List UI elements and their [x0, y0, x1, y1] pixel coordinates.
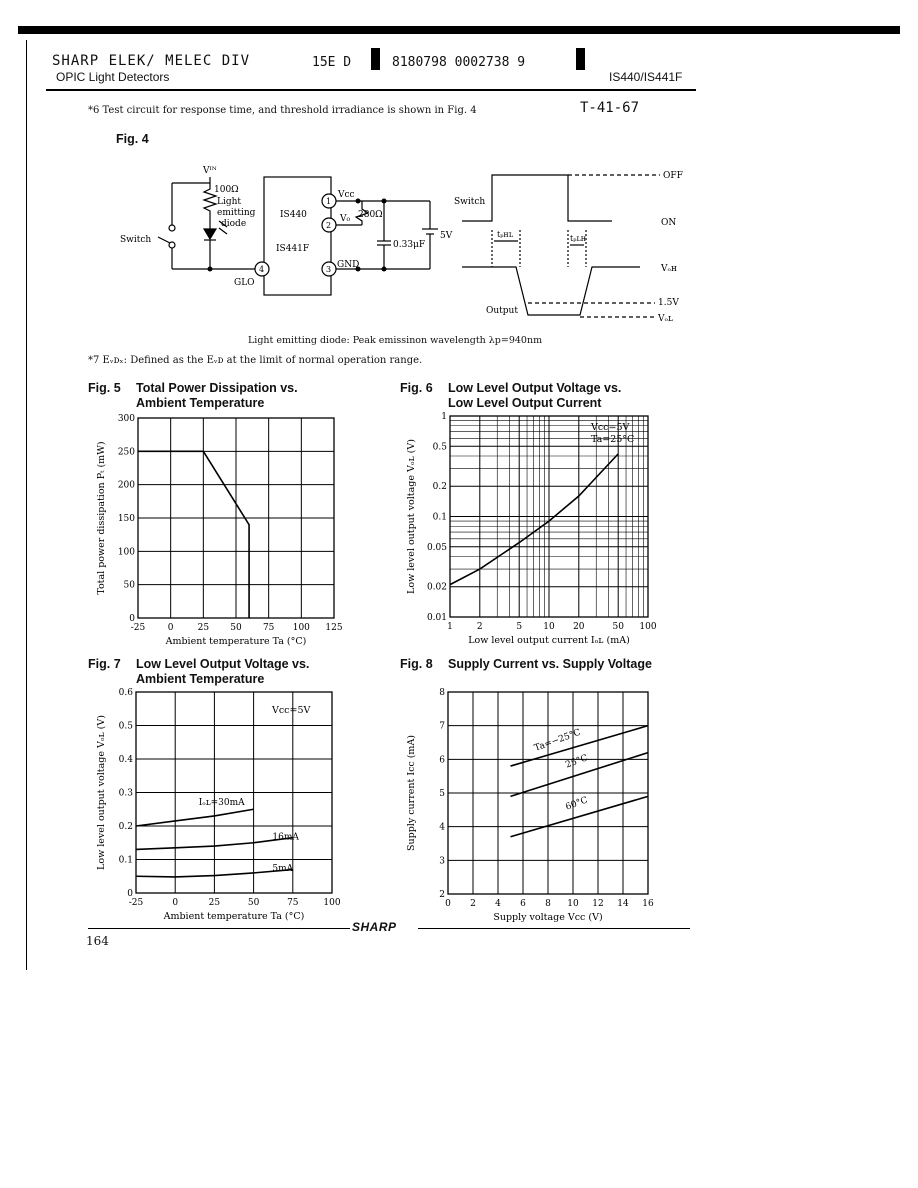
x-tick-label: 100	[323, 898, 341, 908]
fig7-title-2: Ambient Temperature	[136, 672, 265, 686]
x-tick-label: 12	[592, 899, 604, 909]
vo-label: V₀	[340, 214, 351, 224]
y-tick-label: 8	[439, 688, 445, 698]
annotation-label: Vcc=5V	[272, 705, 311, 716]
vin-label: Vᴵᴺ	[203, 166, 217, 176]
x-tick-label: 75	[262, 623, 275, 633]
x-axis-label: Supply voltage Vcc (V)	[493, 912, 603, 923]
y-tick-label: 0	[127, 889, 133, 899]
fig6-title-2: Low Level Output Current	[448, 396, 602, 410]
block-mark-2	[576, 48, 585, 70]
switch-label: Switch	[120, 235, 152, 245]
fig5-title-2: Ambient Temperature	[136, 396, 265, 410]
x-tick-label: 0	[445, 899, 451, 909]
pin-4: 4	[259, 265, 265, 274]
x-tick-label: 5	[516, 622, 523, 632]
series-line-0	[138, 451, 249, 618]
fig8-title: Supply Current vs. Supply Voltage	[448, 657, 652, 671]
x-tick-label: 0	[172, 898, 179, 908]
x-tick-label: 25	[197, 623, 210, 633]
fig5-chart	[90, 412, 350, 652]
handwritten-code: T-41-67	[580, 100, 640, 116]
fig6-chart	[400, 408, 670, 652]
y-tick-label: 50	[123, 580, 135, 591]
series-label: 60°C	[564, 795, 590, 813]
header-rule	[46, 89, 696, 91]
series-label: 5mA	[272, 863, 294, 874]
x-tick-label: 4	[495, 899, 501, 909]
glo-label: GLO	[234, 278, 255, 288]
y-tick-label: 0.01	[426, 613, 447, 623]
x-tick-label: 10	[543, 622, 555, 632]
y-tick-label: 3	[439, 856, 445, 867]
fig6-label: Fig. 6	[400, 381, 433, 395]
voh-label: Vₒʜ	[661, 264, 677, 274]
series-line-0	[136, 809, 254, 826]
x-axis-label: Ambient temperature Ta (°C)	[163, 911, 305, 922]
y-tick-label: 7	[439, 721, 445, 732]
y-tick-label: 0.4	[118, 755, 133, 765]
fig7-title-1: Low Level Output Voltage vs.	[136, 657, 310, 671]
code-15ed: 15E D	[312, 55, 352, 70]
x-tick-label: 125	[325, 623, 343, 633]
off-label: OFF	[663, 171, 683, 181]
cap-label: 0.33μF	[393, 240, 426, 250]
x-tick-label: -25	[128, 898, 144, 908]
fig5-title-1: Total Power Dissipation vs.	[136, 381, 298, 395]
y-tick-label: 0.02	[426, 582, 447, 593]
y-tick-label: 0	[129, 614, 135, 624]
x-tick-label: 100	[639, 622, 657, 632]
vol-label: Vₒʟ	[658, 314, 673, 324]
y-tick-label: 1	[441, 412, 447, 422]
ic-label-1: IS440	[280, 210, 307, 220]
x-tick-label: 50	[247, 898, 260, 908]
led-note: Light emitting diode: Peak emissinon wavelength λp=940nm	[248, 335, 543, 346]
page-number: 164	[86, 934, 109, 948]
block-mark-1	[371, 48, 380, 70]
battery-label: 5V	[440, 231, 453, 241]
x-tick-label: 50	[612, 622, 624, 632]
fig4-diagram	[100, 155, 720, 335]
x-axis-label: Low level output current Iₒʟ (mA)	[468, 635, 630, 646]
left-margin-line	[26, 40, 27, 970]
y-tick-label: 0.2	[118, 822, 133, 832]
y-tick-label: 5	[439, 789, 445, 799]
note-6: *6 Test circuit for response time, and threshold irradiance is shown in Fig. 4	[88, 105, 477, 116]
x-tick-label: 2	[476, 622, 483, 632]
pin-2: 2	[326, 221, 332, 230]
led-label-2: emitting	[217, 208, 256, 218]
vcc-label: Vcc	[338, 190, 355, 200]
footer-brand: SHARP	[352, 920, 397, 934]
led-label-1: Light	[217, 197, 242, 207]
part-number: IS440/IS441F	[609, 70, 683, 84]
y-tick-label: 0.1	[118, 855, 133, 866]
fig5-label: Fig. 5	[88, 381, 121, 395]
fig4-label: Fig. 4	[116, 132, 149, 146]
gnd-label: GND	[337, 260, 360, 270]
tplh-label: tₚʟʜ	[570, 234, 587, 243]
timing-switch-label: Switch	[454, 197, 486, 207]
subtitle: OPIC Light Detectors	[56, 70, 170, 84]
y-axis-label: Low level output voltage Vₒʟ (V)	[406, 439, 417, 594]
y-tick-label: 0.5	[118, 721, 133, 732]
output-label: Output	[486, 306, 518, 316]
y-tick-label: 0.6	[118, 688, 133, 698]
x-tick-label: 6	[520, 899, 526, 909]
x-tick-label: 75	[287, 898, 299, 908]
y-tick-label: 4	[439, 822, 445, 833]
pin-3: 3	[326, 265, 332, 274]
y-tick-label: 100	[117, 547, 135, 558]
series-line-0	[450, 454, 618, 585]
y-tick-label: 0.1	[432, 512, 447, 523]
y-tick-label: 300	[117, 414, 135, 424]
annotation-label: Vcc=5V	[591, 422, 630, 433]
y-tick-label: 0.3	[118, 788, 133, 799]
fig6-title-1: Low Level Output Voltage vs.	[448, 381, 622, 395]
x-tick-label: 10	[567, 899, 579, 909]
x-tick-label: 14	[617, 899, 629, 909]
y-tick-label: 6	[439, 755, 445, 766]
x-tick-label: 25	[208, 898, 221, 908]
x-tick-label: 0	[167, 623, 174, 633]
y-axis-label: Supply current Icc (mA)	[406, 734, 417, 852]
pin-1: 1	[326, 197, 332, 206]
x-axis-label: Ambient temperature Ta (°C)	[165, 636, 307, 647]
r100-label: 100Ω	[214, 185, 239, 195]
y-tick-label: 2	[439, 890, 445, 900]
y-tick-label: 200	[117, 480, 135, 491]
annotation-label: Ta=25°C	[591, 434, 635, 445]
series-label: 16mA	[272, 832, 299, 843]
fig8-chart	[400, 686, 670, 924]
top-bar	[18, 26, 900, 34]
x-tick-label: -25	[130, 623, 146, 633]
series-label: Iₒʟ=30mA	[198, 798, 245, 809]
tphl-label: tₚʜʟ	[497, 230, 514, 239]
footer-rule-right	[418, 928, 690, 929]
fig8-label: Fig. 8	[400, 657, 433, 671]
on-label: ON	[661, 218, 677, 228]
fig7-chart	[90, 686, 350, 924]
footer-rule-left	[88, 928, 350, 929]
x-tick-label: 50	[230, 623, 242, 633]
x-tick-label: 16	[642, 899, 654, 909]
series-label: Ta=−25°C	[533, 727, 583, 754]
led-label-3: diode	[221, 219, 247, 229]
r280-label: 280Ω	[358, 210, 383, 220]
y-axis-label: Total power dissipation Pₜ (mW)	[96, 441, 107, 595]
ic-label-2: IS441F	[276, 244, 310, 254]
note-7: *7 Eᵥᴅₓ: Defined as the Eᵥᴅ at the limit of normal operation range.	[88, 355, 423, 366]
x-tick-label: 100	[292, 623, 310, 633]
y-axis-label: Low level output voltage Vₒʟ (V)	[96, 715, 107, 870]
y-tick-label: 0.5	[432, 442, 447, 453]
company-line: SHARP ELEK/ MELEC DIV	[52, 53, 251, 69]
y-tick-label: 250	[117, 447, 135, 458]
x-tick-label: 8	[545, 899, 551, 909]
v15-label: 1.5V	[658, 298, 679, 308]
x-tick-label: 2	[470, 899, 476, 909]
fig7-label: Fig. 7	[88, 657, 121, 671]
series-label: 25°C	[564, 753, 590, 771]
code-numbers: 8180798 0002738 9	[392, 55, 526, 70]
y-tick-label: 0.05	[426, 542, 447, 553]
x-tick-label: 1	[447, 622, 453, 632]
x-tick-label: 20	[573, 622, 585, 632]
y-tick-label: 150	[117, 514, 135, 524]
y-tick-label: 0.2	[432, 482, 447, 493]
